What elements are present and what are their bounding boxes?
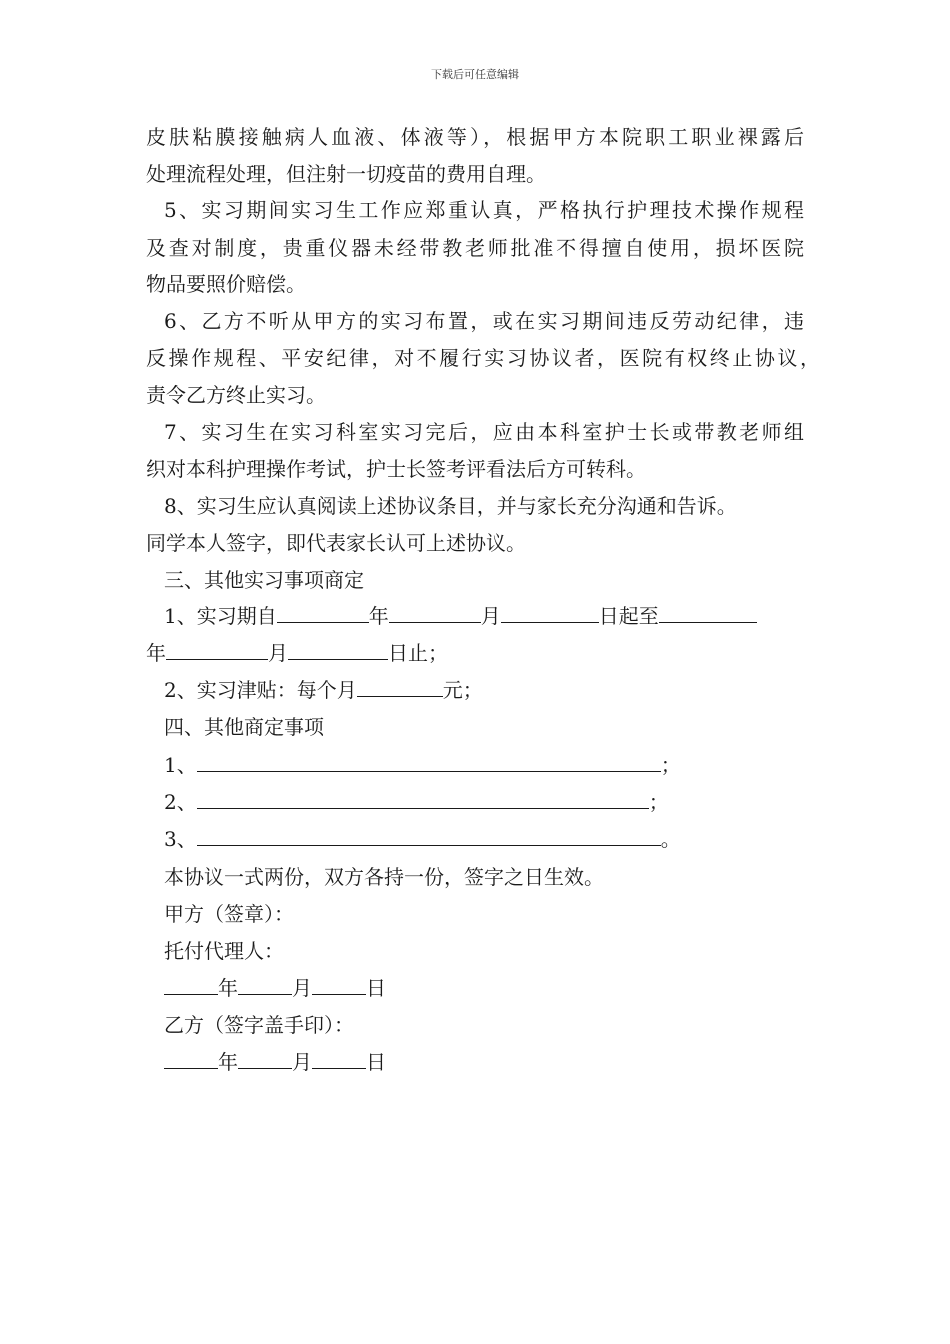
item-end-mark: ； <box>648 790 669 814</box>
end-day-blank <box>288 641 388 660</box>
agent-label: 托付代理人： <box>164 939 284 963</box>
party-a-signature: 甲方（签章）： <box>164 902 294 926</box>
page-header: 下载后可任意编辑 <box>431 68 519 81</box>
allowance-blank <box>357 678 443 697</box>
start-month-blank <box>389 604 481 623</box>
day-from-label: 日起至 <box>598 604 659 628</box>
allowance-label: 2、实习津贴：每个月 <box>164 678 357 702</box>
clause-6: 6、乙方不听从甲方的实习布置，或在实习期间违反劳动纪律，违 <box>164 309 804 333</box>
month-label: 月 <box>292 976 312 1000</box>
item-number: 1、 <box>164 753 197 777</box>
start-day-blank <box>501 604 599 623</box>
other-item-1 <box>164 753 681 777</box>
paragraph-line: 同学本人签字，即代表家长认可上述协议。 <box>146 531 526 555</box>
end-month-blank <box>166 641 268 660</box>
year-blank <box>164 1050 218 1069</box>
party-b-date-line <box>164 1050 386 1074</box>
paragraph-line: 及查对制度，贵重仪器未经带教老师批准不得擅自使用，损坏医院 <box>146 236 804 260</box>
section-3-title: 三、其他实习事项商定 <box>164 568 364 592</box>
effectiveness-statement: 本协议一式两份，双方各持一份，签字之日生效。 <box>164 865 604 889</box>
item-end-mark: ； <box>660 753 681 777</box>
paragraph-line: 织对本科护理操作考试，护士长签考评看法后方可转科。 <box>146 457 646 481</box>
yuan-label: 元； <box>442 678 483 702</box>
internship-period-end-line <box>146 641 448 665</box>
day-label: 日 <box>366 1050 386 1074</box>
month-label: 月 <box>480 604 501 628</box>
day-blank <box>312 1050 366 1069</box>
clause-7: 7、实习生在实习科室实习完后，应由本科室护士长或带教老师组 <box>164 420 804 444</box>
year-label: 年 <box>368 604 389 628</box>
internship-period-line <box>164 604 757 628</box>
clause-5: 5、实习期间实习生工作应郑重认真，严格执行护理技术操作规程 <box>164 198 804 222</box>
party-a-date-line <box>164 976 386 1000</box>
end-year-blank <box>659 604 757 623</box>
paragraph-line: 反操作规程、平安纪律，对不履行实习协议者，医院有权终止协议， <box>146 346 820 370</box>
day-label: 日 <box>366 976 386 1000</box>
party-b-signature: 乙方（签字盖手印）： <box>164 1013 354 1037</box>
item-2-blank <box>197 790 649 809</box>
start-year-blank <box>277 604 369 623</box>
clause-8: 8、实习生应认真阅读上述协议条目，并与家长充分沟通和告诉。 <box>164 494 737 518</box>
paragraph-line: 皮肤粘膜接触病人血液、体液等），根据甲方本院职工职业裸露后 <box>146 125 804 149</box>
section-4-title: 四、其他商定事项 <box>164 715 324 739</box>
year-label: 年 <box>218 976 238 1000</box>
month-label: 月 <box>292 1050 312 1074</box>
item-number: 3、 <box>164 827 197 851</box>
year-label: 年 <box>146 641 166 665</box>
paragraph-line: 责令乙方终止实习。 <box>146 383 326 407</box>
year-label: 年 <box>218 1050 238 1074</box>
other-item-3 <box>164 827 681 851</box>
item-1-blank <box>197 753 661 772</box>
day-until-label: 日止； <box>388 641 448 665</box>
paragraph-line: 处理流程处理，但注射一切疫苗的费用自理。 <box>146 162 546 186</box>
month-blank <box>238 1050 292 1069</box>
year-blank <box>164 976 218 995</box>
month-label: 月 <box>268 641 288 665</box>
item-3-blank <box>197 827 661 846</box>
allowance-line <box>164 678 483 702</box>
day-blank <box>312 976 366 995</box>
period-from-label: 1、实习期自 <box>164 604 277 628</box>
other-item-2 <box>164 790 669 814</box>
item-number: 2、 <box>164 790 197 814</box>
month-blank <box>238 976 292 995</box>
paragraph-line: 物品要照价赔偿。 <box>146 272 306 296</box>
item-end-mark: 。 <box>660 827 681 851</box>
